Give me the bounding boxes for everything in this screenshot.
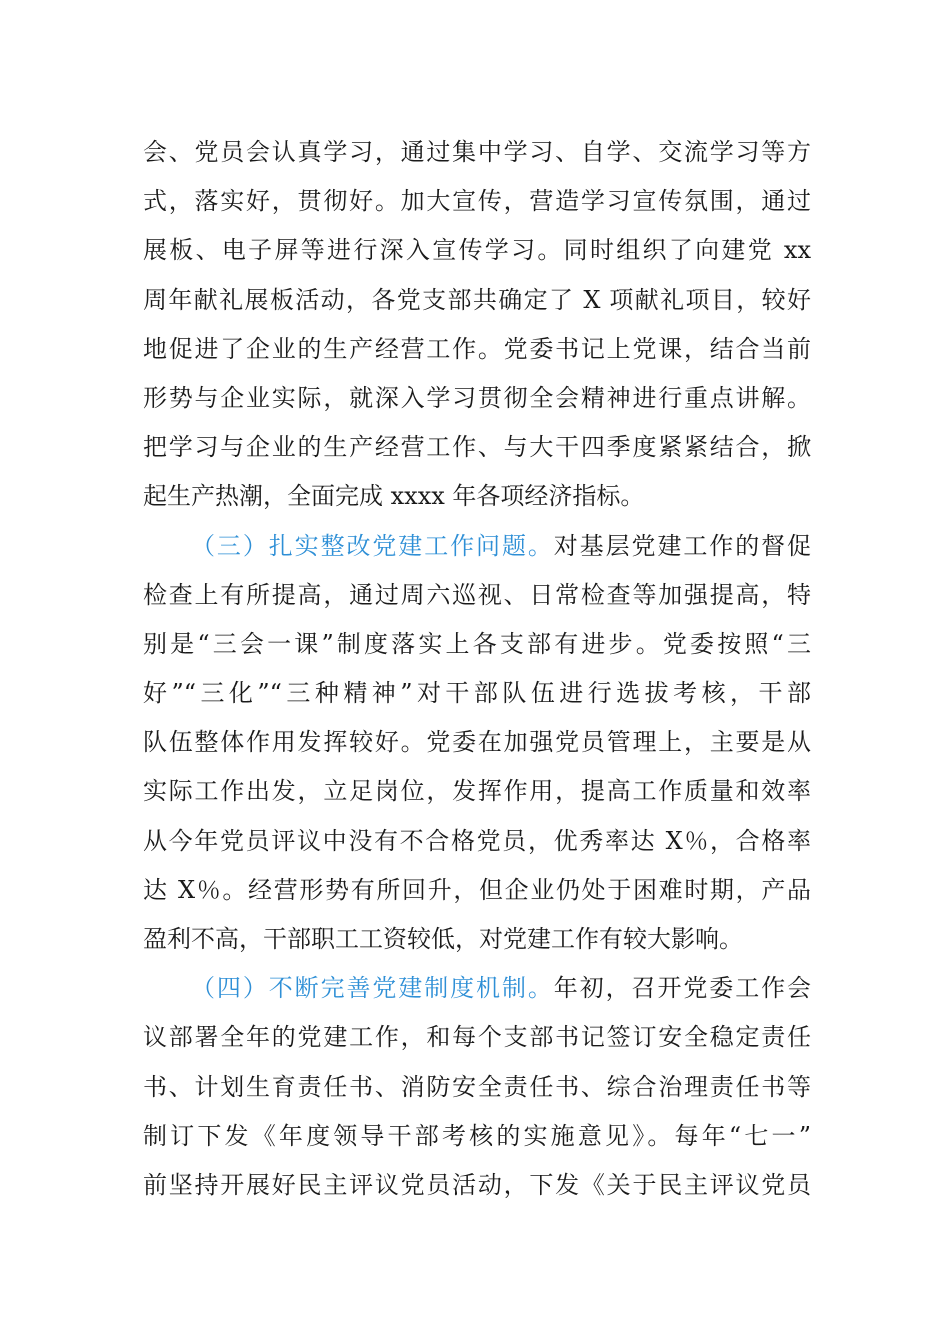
text-line: 起生产热潮，全面完成 xxxx 年各项经济指标。	[143, 482, 645, 511]
text-line: 形势与企业实际，就深入学习贯彻全会精神进行重点讲解。	[143, 383, 811, 412]
section-heading-three: （三）扎实整改党建工作问题。	[191, 531, 554, 560]
text-line: 议部署全年的党建工作，和每个支部书记签订安全稳定责任	[143, 1023, 811, 1052]
text-line: 周年献礼展板活动，各党支部共确定了 X 项献礼项目，较好	[143, 285, 811, 314]
document-body	[143, 128, 811, 1210]
text-line: 实际工作出发，立足岗位，发挥作用，提高工作质量和效率	[143, 777, 811, 806]
paragraph-section-three	[143, 522, 811, 965]
text-line: 把学习与企业的生产经营工作、与大干四季度紧紧结合，掀	[143, 433, 811, 462]
text-line: 展板、电子屏等进行深入宣传学习。同时组织了向建党 xx	[143, 236, 811, 265]
text-line: 书、计划生育责任书、消防安全责任书、综合治理责任书等	[143, 1072, 811, 1101]
section-heading-four: （四）不断完善党建制度机制。	[191, 974, 554, 1003]
text-line: 别是“三会一课”制度落实上各支部有进步。党委按照“三	[143, 629, 811, 658]
text-line: 制订下发《年度领导干部考核的实施意见》。每年“七一”	[143, 1121, 811, 1150]
text-line: 从今年党员评议中没有不合格党员，优秀率达 X％，合格率	[143, 826, 811, 855]
paragraph-section-four	[143, 964, 811, 1210]
text-line: 式，落实好，贯彻好。加大宣传，营造学习宣传氛围，通过	[143, 187, 811, 216]
text-line: 会、党员会认真学习，通过集中学习、自学、交流学习等方	[143, 138, 811, 166]
text-run: 对基层党建工作的督促	[553, 531, 812, 560]
text-line: 检查上有所提高，通过周六巡视、日常检查等加强提高，特	[143, 580, 811, 609]
paragraph-study-promotion	[143, 128, 811, 522]
text-line: 地促进了企业的生产经营工作。党委书记上党课，结合当前	[143, 334, 811, 363]
section-first-line	[143, 964, 811, 1013]
text-run: 年初，召开党委工作会	[553, 974, 812, 1003]
section-first-line	[143, 522, 811, 571]
text-line: 盈利不高，干部职工工资较低，对党建工作有较大影响。	[143, 925, 743, 953]
text-line: 队伍整体作用发挥较好。党委在加强党员管理上，主要是从	[143, 728, 811, 757]
text-line: 好”“三化”“三种精神”对干部队伍进行选拔考核，干部	[143, 679, 811, 708]
text-line: 前坚持开展好民主评议党员活动，下发《关于民主评议党员	[143, 1170, 811, 1199]
text-line: 达 X％。经营形势有所回升，但企业仍处于困难时期，产品	[143, 875, 811, 904]
